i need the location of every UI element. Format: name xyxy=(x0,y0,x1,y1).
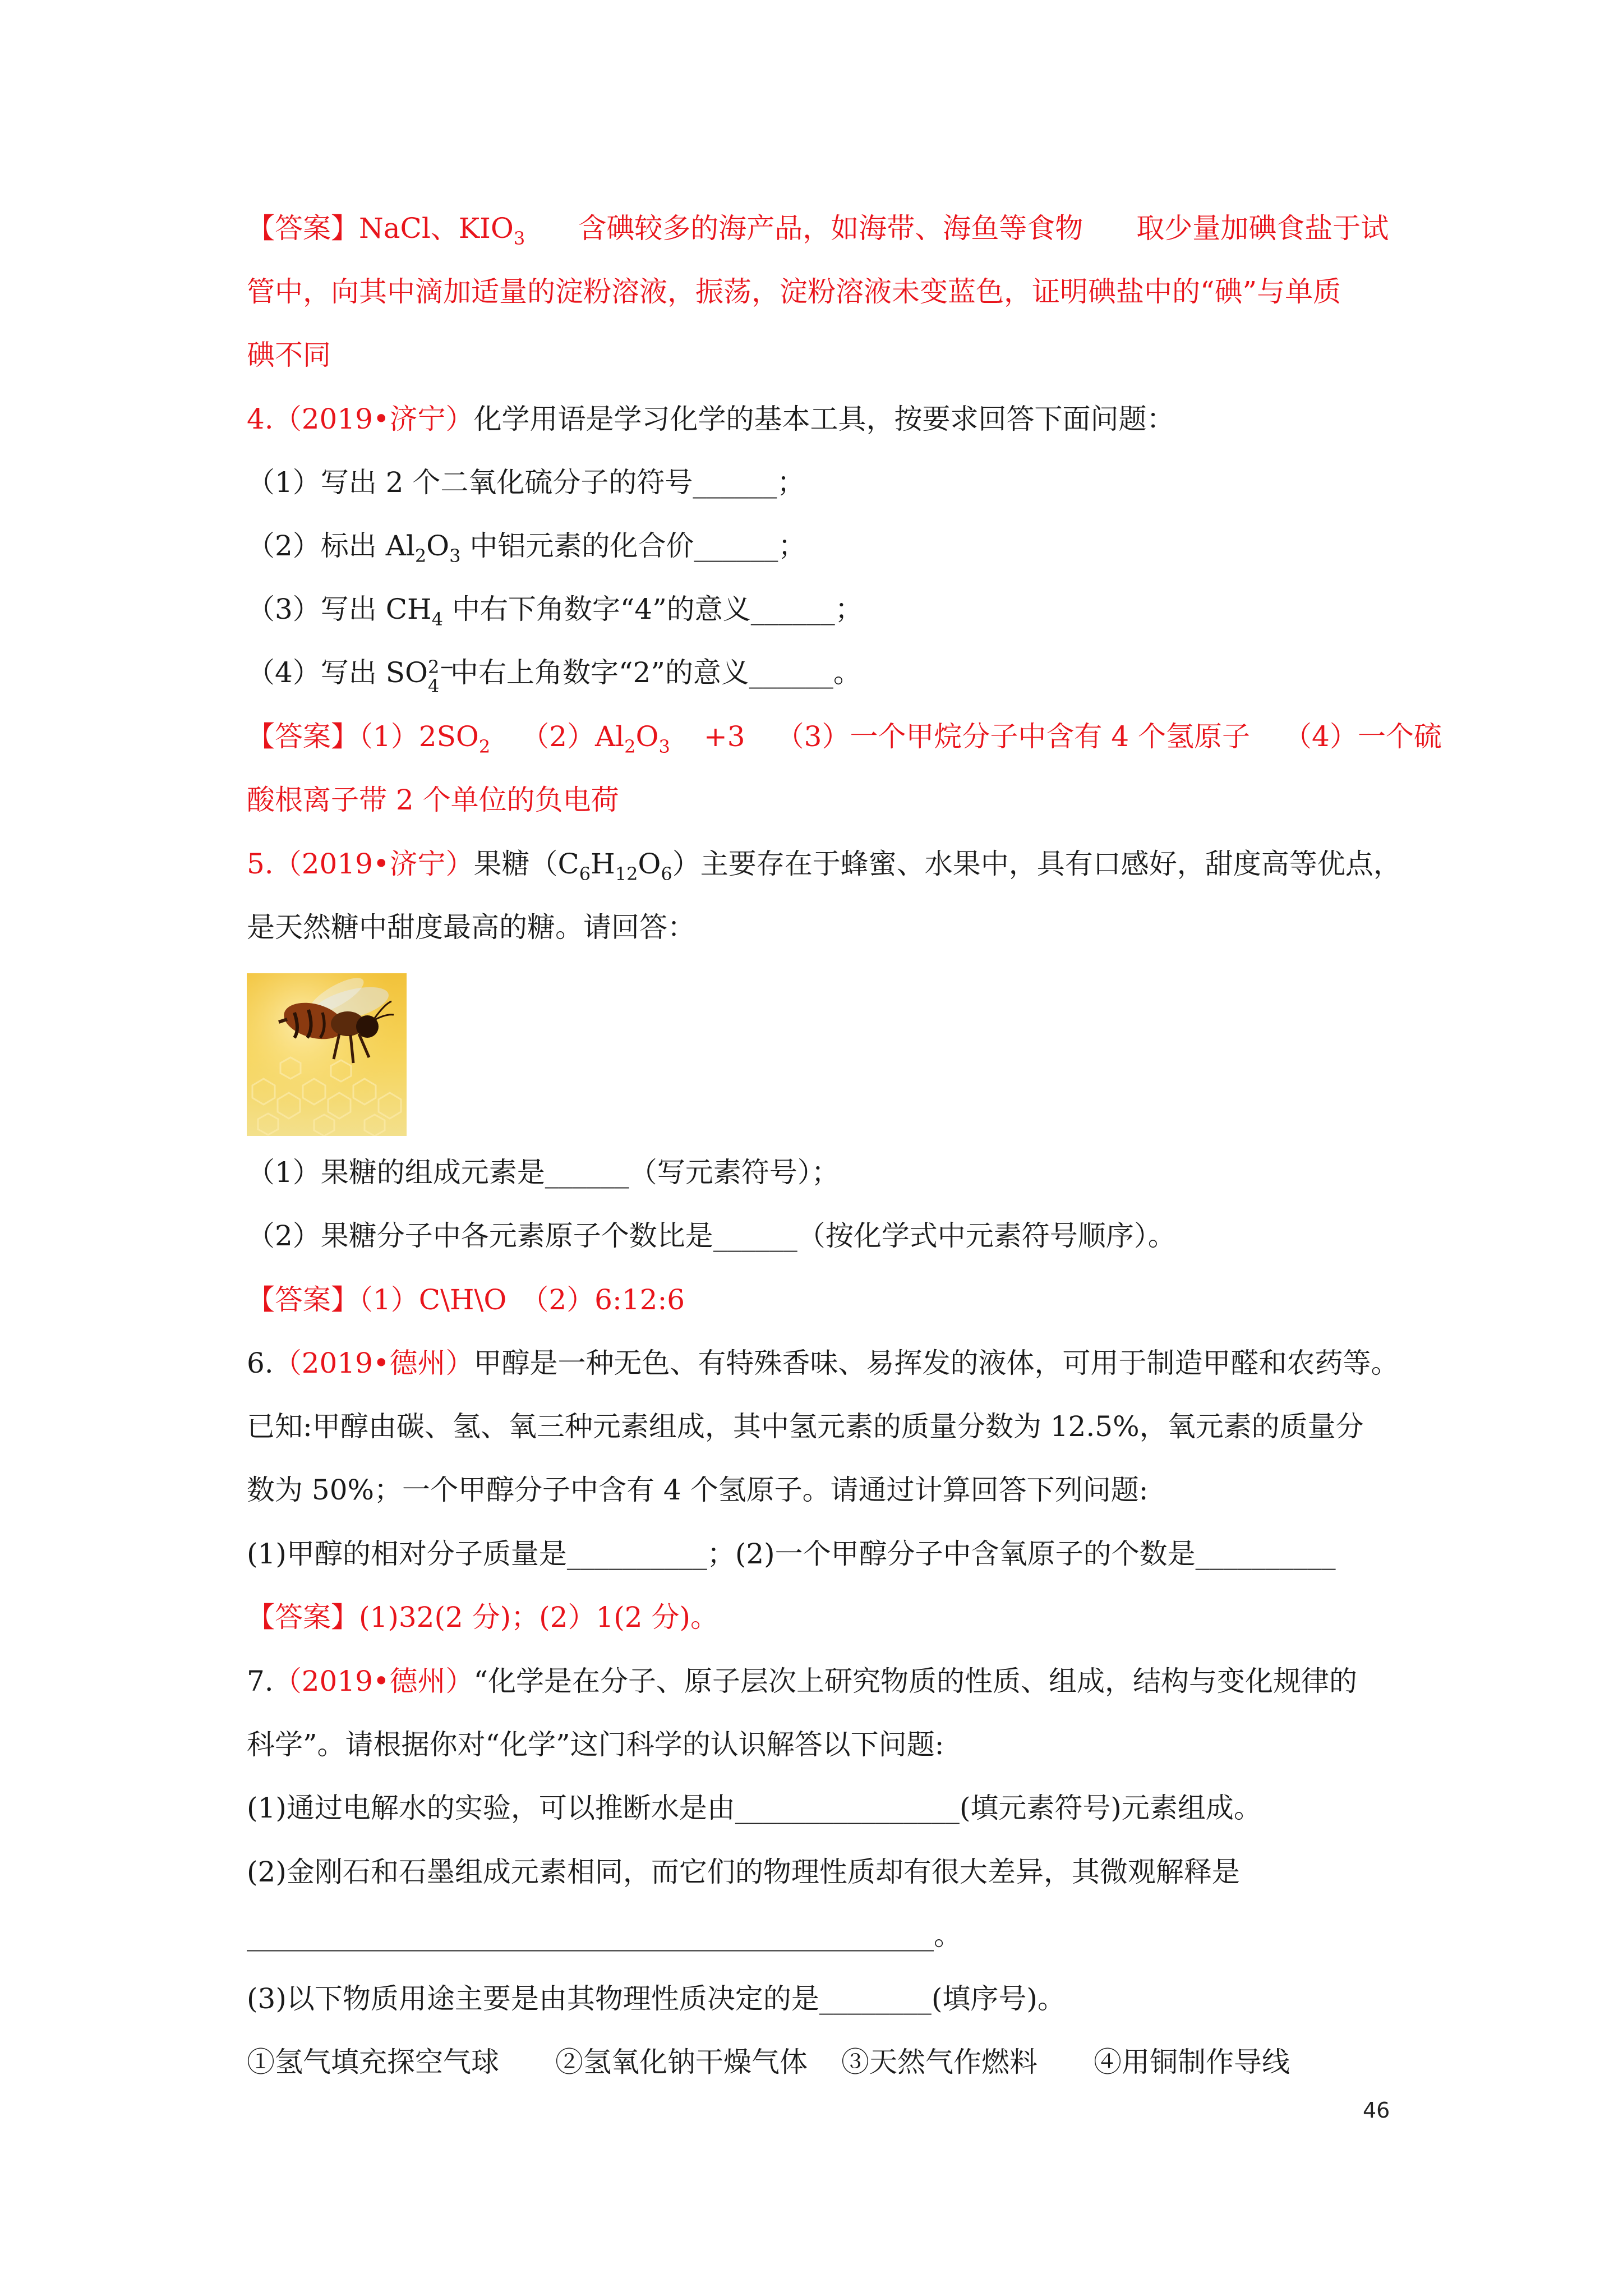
question-5-line-2: 是天然糖中甜度最高的糖。请回答： xyxy=(247,911,695,944)
answer-text: +3 xyxy=(703,720,745,753)
answer-label: 【答案】 xyxy=(247,720,359,753)
answer-text: （1）2SO xyxy=(359,720,479,753)
question-number: 5. xyxy=(247,848,274,880)
bee-honey-image xyxy=(247,973,407,1136)
question-6-stem xyxy=(247,1345,1402,1381)
question-5-sub-1: （1）果糖的组成元素是______（写元素符号）； xyxy=(247,1156,840,1189)
subscript: 3 xyxy=(449,545,461,567)
answer-text: （3）一个甲烷分子中含有 4 个氢原子 xyxy=(776,720,1251,753)
question-4-sub-1: （1）写出 2 个二氧化硫分子的符号______； xyxy=(247,466,805,499)
answer-5 xyxy=(247,1282,1402,1318)
subscript: 2 xyxy=(478,736,491,757)
question-text: 甲醇是一种无色、有特殊香味、易挥发的液体，可用于制造甲醛和农药等。 xyxy=(473,1347,1399,1379)
option-4: ④用铜制作导线 xyxy=(1094,2046,1290,2078)
question-7-options xyxy=(247,2044,1402,2080)
answer-6 xyxy=(247,1599,1402,1635)
text: （4）写出 SO xyxy=(247,656,428,689)
question-text: “化学是在分子、原子层次上研究物质的性质、组成，结构与变化规律的 xyxy=(473,1665,1358,1697)
answer-formula: NaCl、KIO xyxy=(359,212,514,245)
question-7-sub-3: (3)以下物质用途主要是由其物理性质决定的是________(填序号)。 xyxy=(247,1982,1066,2015)
text: O xyxy=(426,530,450,562)
answer-label: 【答案】 xyxy=(247,212,359,245)
question-5-sub-2: （2）果糖分子中各元素原子个数比是______（按化学式中元素符号顺序）。 xyxy=(247,1220,1176,1252)
question-6-line-3: 数为 50%；一个甲醇分子中含有 4 个氢原子。请通过计算回答下列问题: xyxy=(247,1474,1149,1506)
subscript: 2 xyxy=(414,545,427,567)
option-3: ③天然气作燃料 xyxy=(841,2046,1038,2078)
question-number: 6. xyxy=(247,1347,274,1379)
question-7-line-2: 科学”。请根据你对“化学”这门科学的认识解答以下问题: xyxy=(247,1728,944,1761)
question-source: （2019•济宁） xyxy=(273,848,474,880)
question-4-sub-4 xyxy=(247,655,1402,697)
question-7-stem xyxy=(247,1663,1402,1699)
bee-illustration xyxy=(247,973,407,1136)
option-1: ①氢气填充探空气球 xyxy=(247,2046,499,2078)
text: H xyxy=(591,848,615,880)
text: ）主要存在于蜂蜜、水果中，具有口感好，甜度高等优点， xyxy=(672,848,1401,880)
question-number: 4. xyxy=(247,403,274,435)
answer-text: 取少量加碘食盐于试 xyxy=(1136,212,1389,245)
subscript: 2 xyxy=(624,736,636,757)
question-4-stem xyxy=(247,401,1402,437)
page-number: 46 xyxy=(1363,2098,1390,2123)
text: （2）标出 Al xyxy=(247,530,415,562)
question-6-line-4: (1)甲醇的相对分子质量是__________；(2)一个甲醇分子中含氧原子的个数是__________ xyxy=(247,1538,1336,1570)
question-6-line-2: 已知:甲醇由碳、氢、氧三种元素组成，其中氢元素的质量分数为 12.5%，氧元素的质量分 xyxy=(247,1410,1364,1443)
question-4-sub-2 xyxy=(247,528,1402,567)
subscript: 3 xyxy=(513,228,525,249)
subscript: 4 xyxy=(427,675,440,697)
answer-text: （4）一个硫 xyxy=(1284,720,1442,753)
answer-text: (1)32(2 分)；(2）1(2 分)。 xyxy=(359,1601,719,1634)
text: 果糖（C xyxy=(473,848,579,880)
answer-3-line-2: 管中，向其中滴加适量的淀粉溶液，振荡，淀粉溶液未变蓝色，证明碘盐中的“碘”与单质 xyxy=(247,275,1341,308)
question-7-sub-2: (2)金刚石和石墨组成元素相同，而它们的物理性质却有很大差异，其微观解释是 xyxy=(247,1856,1240,1888)
answer-label: 【答案】 xyxy=(247,1601,359,1634)
question-4-sub-3 xyxy=(247,591,1402,630)
subscript: 12 xyxy=(615,863,638,885)
question-number: 7. xyxy=(247,1665,274,1697)
answer-text: 含碘较多的海产品，如海带、海鱼等食物 xyxy=(578,212,1083,245)
text: O xyxy=(638,848,661,880)
text: 中铝元素的化合价______； xyxy=(460,530,806,562)
subscript: 3 xyxy=(658,736,670,757)
subscript: 6 xyxy=(661,863,672,885)
answer-4-line-2: 酸根离子带 2 个单位的负电荷 xyxy=(247,784,619,816)
superscript: 2− xyxy=(427,656,455,678)
question-source: （2019•德州） xyxy=(273,1347,474,1379)
option-2: ②氢氧化钠干燥气体 xyxy=(555,2046,808,2078)
answer-3-line-1 xyxy=(247,210,1402,249)
text: （3）写出 CH xyxy=(247,593,432,625)
answer-3-line-3: 碘不同 xyxy=(247,339,331,371)
text: 中右上角数字“2”的意义______。 xyxy=(450,656,861,689)
subscript: 6 xyxy=(579,863,591,885)
question-source: （2019•德州） xyxy=(273,1665,474,1697)
answer-text: （2）Al xyxy=(521,720,625,753)
answer-label: 【答案】 xyxy=(247,1283,359,1316)
answer-4-line-1 xyxy=(247,719,1442,757)
question-source: （2019•济宁） xyxy=(273,403,474,435)
answer-text: O xyxy=(635,720,659,753)
question-7-sub-1: (1)通过电解水的实验，可以推断水是由________________(填元素符号)元素组成。 xyxy=(247,1792,1262,1824)
text: 中右下角数字“4”的意义______； xyxy=(442,593,863,625)
question-text: 化学用语是学习化学的基本工具，按要求回答下面问题： xyxy=(473,403,1175,435)
question-7-sub-2-blank: _________________________________________________。 xyxy=(247,1919,962,1952)
answer-text: （1）C\H\O （2）6:12:6 xyxy=(359,1283,685,1316)
subscript: 4 xyxy=(431,609,443,630)
question-5-stem xyxy=(247,846,1402,885)
